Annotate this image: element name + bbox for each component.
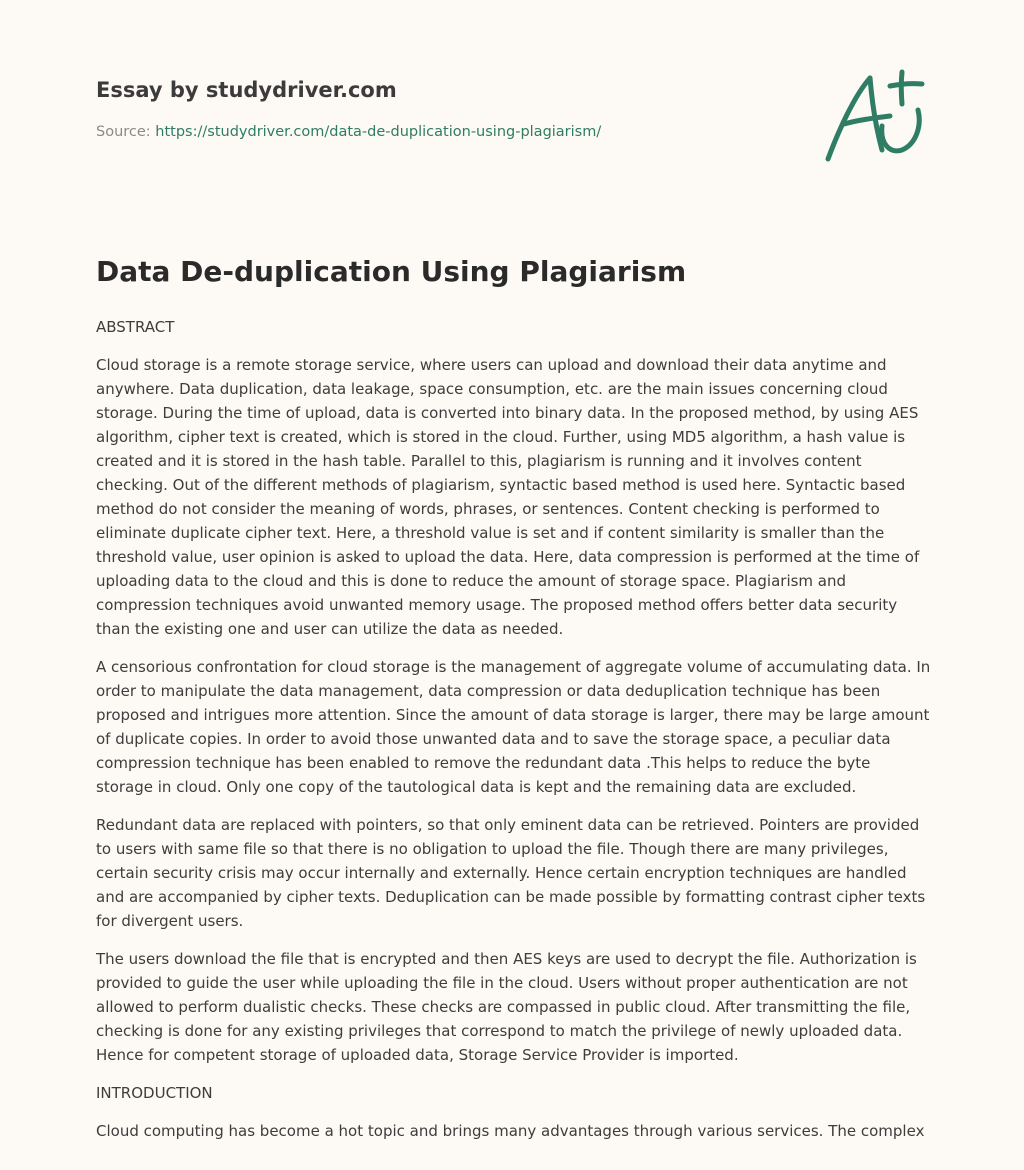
paragraph: The users download the file that is encrypted and then AES keys are used to decrypt the file. Authorization is provided to guide the user while uploading the file in the cloud. Users without proper authentication are not allowed to perform dualistic checks. These checks are compassed in public cloud. After transmitting the file, checking is done for any existing privileges that correspond to match the privilege of newly uploaded data. Hence for competent storage of uploaded data, Storage Service Provider is imported.	[96, 950, 917, 1064]
intro-paragraph: Cloud computing has become a hot topic and brings many advantages through various services. The complex	[96, 1122, 925, 1140]
source-line	[96, 124, 601, 141]
essay-body	[96, 315, 932, 1157]
site-title: Essay by studydriver.com	[96, 78, 397, 102]
source-label: Source:	[96, 124, 156, 140]
source-link[interactable]: https://studydriver.com/data-de-duplication-using-plagiarism/	[155, 124, 602, 140]
paragraph: Redundant data are replaced with pointers, so that only eminent data can be retrieved. Pointers are provided to users with same file so that there is no obligation to upload the file. Though there are many privileges, certain security crisis may occur internally and externally. Hence certain encryption techniques are handled and are accompanied by cipher texts. Deduplication can be made possible by formatting contrast cipher texts for divergent users.	[96, 816, 926, 930]
document-title: Data De-duplication Using Plagiarism	[96, 255, 687, 288]
introduction-heading: INTRODUCTION	[96, 1084, 213, 1102]
abstract-heading: ABSTRACT	[96, 318, 175, 336]
paragraph: Cloud storage is a remote storage service, where users can upload and download their data anytime and anywhere. Data duplication, data leakage, space consumption, etc. are the main issues concerning cloud storage. During the time of upload, data is converted into binary data. In the proposed method, by using AES algorithm, cipher text is created, which is stored in the cloud. Further, using MD5 algorithm, a hash value is created and it is stored in the hash table. Parallel to this, plagiarism is running and it involves content checking. Out of the different methods of plagiarism, syntactic based method is used here. Syntactic based method do not consider the meaning of words, phrases, or sentences. Content checking is performed to eliminate duplicate cipher text. Here, a threshold value is set and if content similarity is smaller than the threshold value, user opinion is asked to upload the data. Here, data compression is performed at the time of uploading data to the cloud and this is done to reduce the amount of storage space. Plagiarism and compression techniques avoid unwanted memory usage. The proposed method offers better data security than the existing one and user can utilize the data as needed.	[96, 356, 920, 638]
a-plus-logo-icon	[818, 66, 930, 166]
paragraph: A censorious confrontation for cloud storage is the management of aggregate volume of accumulating data. In order to manipulate the data management, data compression or data deduplication technique has been proposed and intrigues more attention. Since the amount of data storage is larger, there may be large amount of duplicate copies. In order to avoid those unwanted data and to save the storage space, a peculiar data compression technique has been enabled to remove the redundant data .This helps to reduce the byte storage in cloud. Only one copy of the tautological data is kept and the remaining data are excluded.	[96, 658, 931, 796]
